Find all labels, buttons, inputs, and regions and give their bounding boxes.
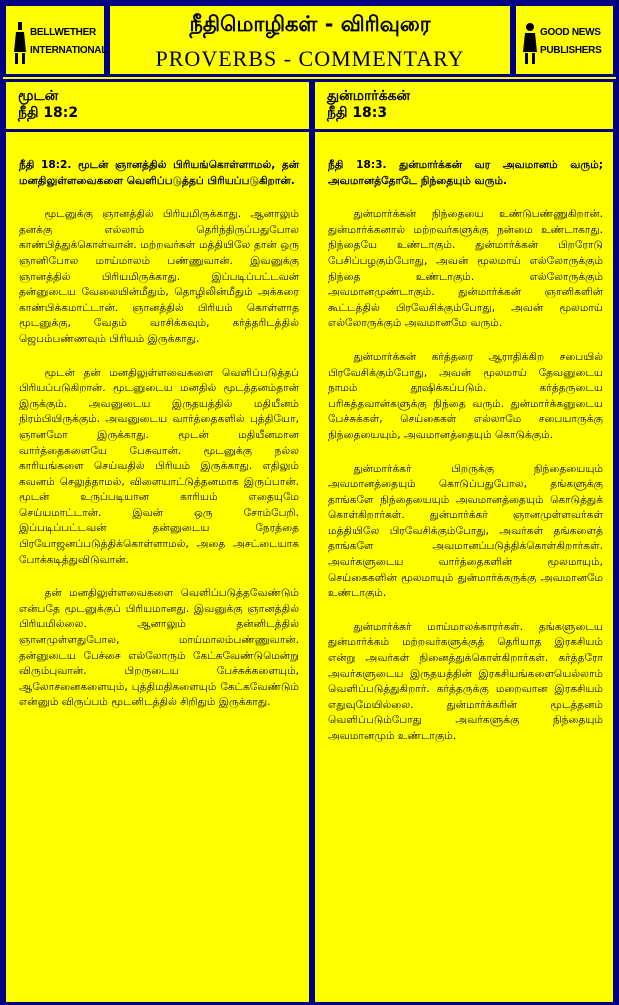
right-heading-word: துன்மார்க்கன் — [327, 88, 411, 104]
right-verse: நீதி 18:3. துன்மார்க்கன் வர அவமானம் வரும்; அவமானத்தோடே நிந்தையும் வரும். — [328, 159, 603, 187]
bellwether-logo — [12, 22, 108, 64]
left-paragraph-3: தன் மனதிலுள்ளவைகளை வெளிப்படுத்தவேண்டும் என்பதே மூடனுக்குப் பிரியமானது. இவனுக்கு ஞானத்தில் பிரியமில்லை. ஆனாலும் தன்னிடத்தில் ஞானமுள்ளதுபோல, மாய்மாலம்பண்ணுவான். தன்னுடைய பேச்சை எல்லோரும் கேட்கவேண்டுமென்று விரும்புவான். பிறருடைய பேச்சுக்களையும், ஆலோசனைகளையும், புத்திமதிகளையும் கேட்கவேண்டும் என்னும் விருப்பம் மூடனிடத்தில் சிறிதும் இருக்காது. — [19, 587, 299, 709]
left-verse: நீதி 18:2. மூடன் ஞானத்தில் பிரியங்கொள்ளாமல், தன் மனதிலுள்ளவைகளை வெளிப்படுத்தப் பிரியப்படுகிறான். — [19, 159, 299, 187]
title-box — [107, 3, 513, 77]
right-paragraph-2: துன்மார்க்கன் கர்த்தரை ஆராதிக்கிற சபையில் பிரவேசிக்கும்போது, அவன் மூலமாய் தேவனுடைய நாமம் தூஷிக்கப்படும். கர்த்தருடைய பரிசுத்தவான்களுக்கு நிந்தை வரும். துன்மார்க்கனுடைய பேச்சுக்கள், செய்கைகள் எல்லாமே சபையாருக்கு நிந்தையையும், அவமானத்தையும் கொடுக்கும். — [328, 350, 603, 441]
right-heading-ref: நீதி 18:3 — [327, 105, 388, 121]
left-body — [19, 158, 299, 729]
right-paragraph-4: துன்மார்க்கர் மாய்மாலக்காரர்கள். தங்களுடைய துன்மார்க்கம் மற்றவர்களுக்குத் தெரியாத இரகசியம் என்று அவர்கள் நினைத்துக்கொள்கிறார்கள். கர்த்தரோ அவர்களுடைய இருதயத்தின் இரகசியங்களையெல்லாம் வெளிப்படுத்துகிறார். கர்த்தருக்கு மறைவான இரகசியம் எதுவுமேயில்லை. துன்மார்க்கரின் மூடத்தனம் வெளிப்படும்போது அவர்களுக்கு நிந்தையும் அவமானமும் உண்டாகும். — [328, 620, 603, 742]
good-news-figure-icon — [522, 22, 538, 64]
right-logo-line1: GOOD NEWS — [540, 27, 601, 38]
left-logo-line2: INTERNATIONAL — [30, 45, 108, 56]
right-logo-box — [513, 3, 616, 77]
left-heading-word: மூடன் — [18, 88, 59, 104]
left-paragraph-1: மூடனுக்கு ஞானத்தில் பிரியமிருக்காது. ஆனாலும் தனக்கு எல்லாம் தெரிந்திருப்பதுபோல காண்பித்துக்கொள்வான். மற்றவர்கள் மத்தியிலே தான் ஒரு ஞானிபோல மாய்மாலம் பண்ணுவான். இவனுக்கு ஞானத்தில் பிரியமிருக்காது. இப்படிப்பட்டவன் தன்னுடைய வேலையின்மீதும், தொழிலின்மீதும் அக்கரை காண்பிக்கமாட்டான். ஞானத்தில் பிரியம் கொள்ளாத மூடனுக்கு, வேதம் வாசிக்கவும், கர்த்தரிடத்தில் ஜெபம்பண்ணவும் பிரியம் இருக்காது. — [19, 208, 299, 345]
left-heading-ref: நீதி 18:2 — [18, 105, 79, 121]
right-logo-line2: PUBLISHERS — [540, 45, 602, 56]
left-column — [3, 79, 312, 1005]
good-news-logo — [522, 22, 612, 64]
left-logo-line1: BELLWETHER — [30, 27, 96, 38]
right-column — [312, 79, 616, 1005]
title-tamil: நீதிமொழிகள் - விரிவுரை — [189, 12, 431, 36]
title-english: PROVERBS - COMMENTARY — [155, 46, 465, 71]
bellwether-figure-icon — [12, 22, 28, 64]
left-logo-box — [3, 3, 107, 77]
right-paragraph-1: துன்மார்க்கன் நிந்தையை உண்டுபண்ணுகிறான். துன்மார்க்கனால் மற்றவர்களுக்கு நன்மை உண்டாகாது. நிந்தையே உண்டாகும். துன்மார்க்கன் பிறரோடு பேசிப்பழகும்போது, அவன் மூலமாய் எல்லோருக்கும் நிந்தை உண்டாகும். எல்லோருக்கும் அவமானமுண்டாகும். துன்மார்க்கன் ஞானிகளின் கூட்டத்தில் பிரவேசிக்கும்போது, அவன் மூலமாய் எல்லோருக்கும் அவமானமே வரும். — [328, 208, 603, 330]
left-paragraph-2: மூடன் தன் மனதிலுள்ளவைகளை வெளிப்படுத்தப் பிரியப்படுகிறான். மூடனுடைய மனதில் மூடத்தனம்தான் இருக்கும். அவனுடைய இருதயத்தில் மதியீனம் நிரம்பியிருக்கும். அவனுடைய வார்த்தைகளில் புத்தியோ, ஞானமோ இருக்காது. மூடன் மதியீனமான வார்த்தைகளையே பேசுவான். மூடனுக்கு நல்ல காரியங்களை செய்வதில் பிரியம் இருக்காது. எதிலும் கவனம் செலுத்தாமல், விளையாட்டுத்தனமாக இருப்பான். மூடன் உருப்படியான காரியம் எதையுமே செய்யமாட்டான். இவன் ஒரு சோம்பேறி. இப்படிப்பட்டவன் தன்னுடைய நேரத்தை பிரயோஜனப்படுத்திக்கொள்ளாமல், அதை அசட்டையாக போக்கடித்துவிடுவான். — [19, 366, 299, 566]
right-section-heading — [315, 82, 613, 132]
right-paragraph-3: துன்மார்க்கர் பிறருக்கு நிந்தையையும் அவமானத்தையும் கொடுப்பதுபோல, தங்களுக்கு தாங்களே நிந்தையையும் அவமானத்தையும் கொடுத்துக் கொள்கிறார்கள். துன்மார்க்கர் ஞானமுள்ளவர்கள் மத்தியிலே பிரவேசிக்கும்போது, அவர்கள் தங்களைத் தாங்களே அவமானப்படுத்திக்கொள்கிறார்கள். அவர்களுடைய வார்த்தைகளின் மூலமாயும், செய்கைகளின் மூலமாயும் துன்மார்க்கருக்கு அவமானமே உண்டாகும். — [328, 462, 603, 600]
left-section-heading — [6, 82, 309, 132]
header — [3, 3, 616, 79]
right-body — [328, 158, 603, 763]
